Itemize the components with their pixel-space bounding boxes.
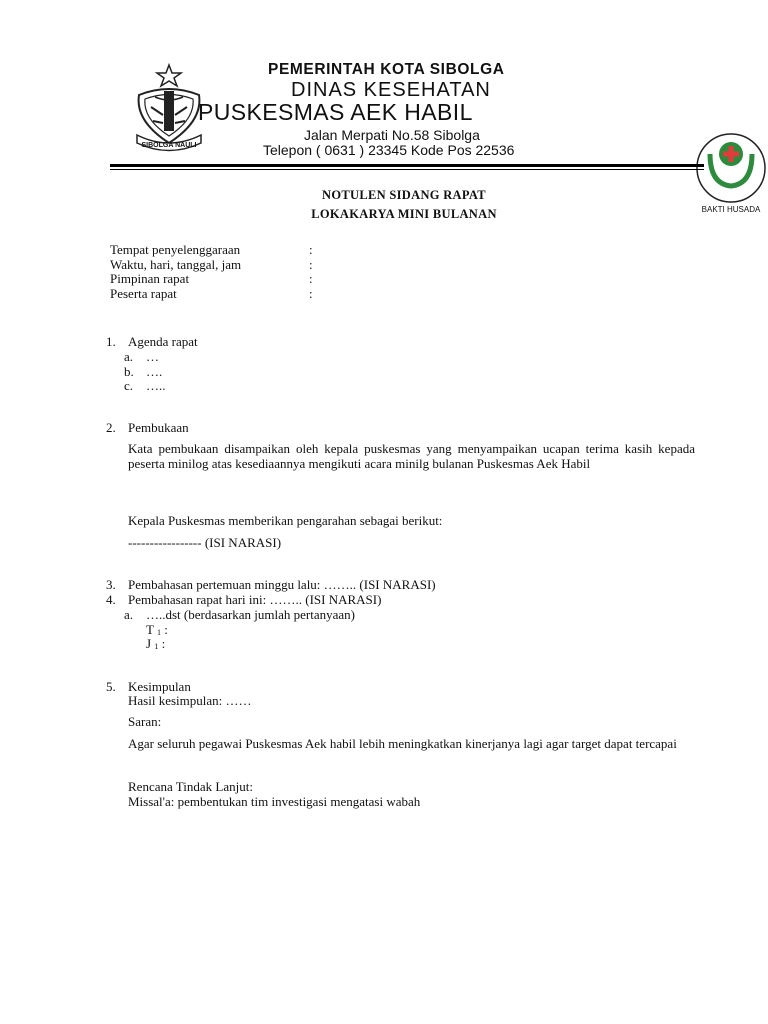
header-rule-thick: [110, 164, 704, 167]
list-letter: a.: [124, 607, 134, 622]
document-subtitle: LOKAKARYA MINI BULANAN: [311, 207, 497, 221]
conclusion-result: Hasil kesimpulan: ……: [128, 693, 252, 708]
section-number: 1.: [106, 334, 116, 349]
discussion-today: Pembahasan rapat hari ini: …….. (ISI NARASI): [128, 592, 382, 607]
list-letter: b.: [124, 364, 134, 379]
document-title: NOTULEN SIDANG RAPAT: [322, 188, 486, 202]
field-sep: :: [309, 257, 313, 272]
list-letter: c.: [124, 378, 134, 393]
address: Jalan Merpati No.58 Sibolga: [304, 127, 480, 143]
field-sep: :: [309, 286, 313, 301]
opening-paragraph: Kata pembukaan disampaikan oleh kepala puskesmas yang menyampaikan ucapan terima kasih kepada peserta minilog atas kesediaannya mengikuti acara minilg bulanan Puskesmas Aek Habil: [128, 441, 695, 471]
answer-label: J: [146, 636, 152, 651]
field-label-pimpinan: Pimpinan rapat: [110, 271, 190, 286]
section-number: 5.: [106, 679, 116, 694]
section-heading: Kesimpulan: [128, 679, 191, 694]
list-letter: a.: [124, 349, 134, 364]
question-label: T: [146, 622, 154, 637]
list-item: …: [146, 349, 159, 364]
discussion-subitem: …..dst (berdasarkan jumlah pertanyaan): [146, 607, 356, 622]
sibolga-emblem-icon: [131, 63, 207, 158]
narration-placeholder: ----------------- (ISI NARASI): [128, 535, 282, 550]
section-heading: Agenda rapat: [128, 334, 198, 349]
field-sep: :: [309, 271, 313, 286]
government-name: PEMERINTAH KOTA SIBOLGA: [268, 61, 505, 78]
question-subscript: 1: [156, 628, 161, 637]
answer-line: [146, 636, 165, 652]
field-sep: :: [309, 242, 313, 257]
field-label-waktu: Waktu, hari, tanggal, jam: [110, 257, 242, 272]
question-sep: :: [164, 622, 168, 637]
puskesmas-name: PUSKESMAS AEK HABIL: [198, 99, 473, 125]
bakti-husada-text: BAKTI HUSADA: [701, 205, 761, 214]
follow-up-text: Missal'a: pembentukan tim investigasi mengatasi wabah: [128, 794, 421, 809]
field-label-tempat: Tempat penyelenggaraan: [110, 242, 241, 257]
field-label-peserta: Peserta rapat: [110, 286, 177, 301]
department-name: DINAS KESEHATAN: [291, 79, 491, 101]
section-heading: Pembukaan: [128, 420, 189, 435]
phone: Telepon ( 0631 ) 23345 Kode Pos 22536: [263, 142, 515, 158]
discussion-last-week: Pembahasan pertemuan minggu lalu: …….. (ISI NARASI): [128, 577, 436, 592]
list-item: …..: [146, 378, 166, 393]
header-rule-thin: [110, 169, 704, 170]
answer-sep: :: [161, 636, 166, 651]
section-number: 4.: [106, 592, 116, 607]
direction-intro: Kepala Puskesmas memberikan pengarahan sebagai berikut:: [128, 513, 443, 528]
emblem-ribbon-text: SIBOLGA NAULI: [141, 142, 197, 149]
section-number: 2.: [106, 420, 116, 435]
list-item: ….: [146, 364, 163, 379]
section-number: 3.: [106, 577, 116, 592]
suggestion-label: Saran:: [128, 714, 162, 729]
follow-up-label: Rencana Tindak Lanjut:: [128, 779, 253, 794]
suggestion-text: Agar seluruh pegawai Puskesmas Aek habil lebih meningkatkan kinerjanya lagi agar target dapat tercapai: [128, 736, 677, 751]
answer-subscript: 1: [154, 642, 159, 651]
